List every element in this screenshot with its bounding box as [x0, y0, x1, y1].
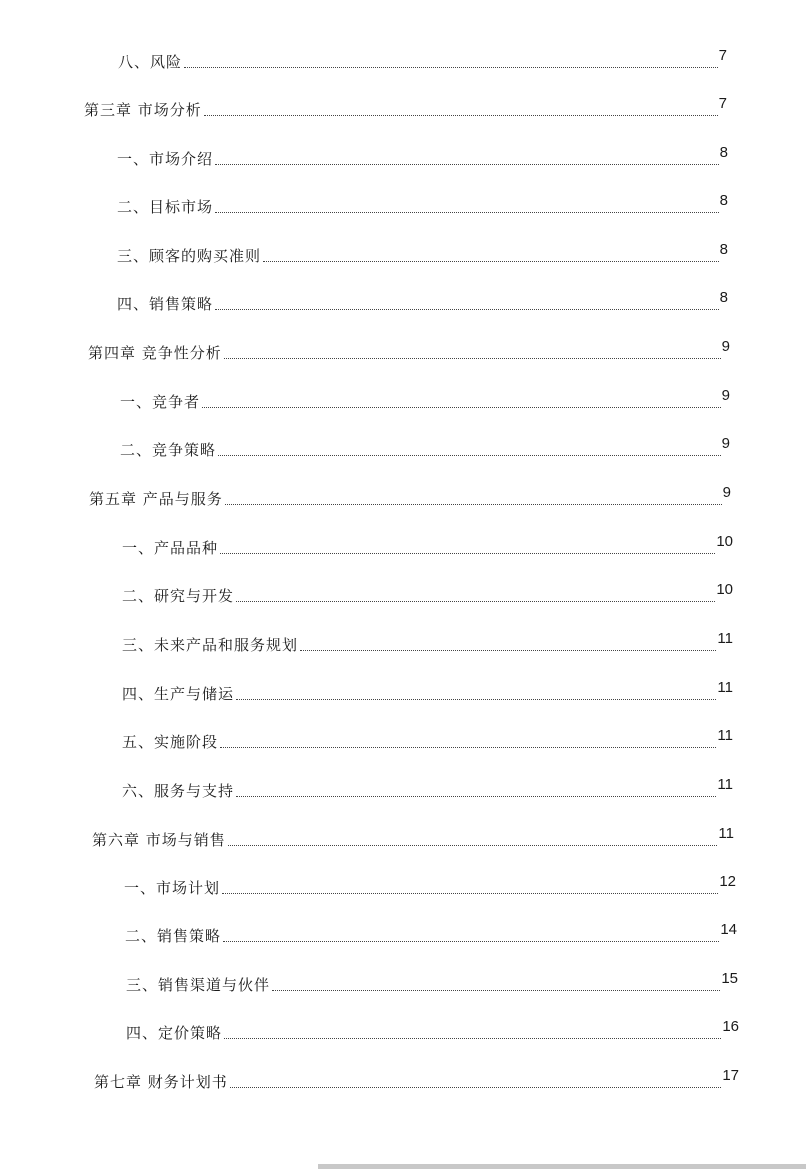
toc-entry-page: 9: [722, 484, 731, 501]
toc-entry[interactable]: [120, 387, 730, 411]
toc-entry[interactable]: [124, 873, 736, 897]
page-bottom-edge: [318, 1164, 806, 1169]
toc-entry-page: 8: [719, 289, 728, 306]
toc-dot-leader: [300, 650, 716, 651]
toc-dot-leader: [220, 747, 716, 748]
toc-entry-title: 第三章 市场分析: [84, 101, 202, 119]
toc-entry[interactable]: [117, 144, 728, 168]
toc-dot-leader: [215, 212, 719, 213]
toc-entry[interactable]: [122, 679, 733, 703]
toc-entry-title: 三、顾客的购买准则: [117, 247, 262, 265]
toc-entry[interactable]: [122, 630, 733, 654]
toc-entry[interactable]: [126, 1018, 739, 1042]
toc-entry[interactable]: [122, 581, 733, 605]
toc-dot-leader: [236, 796, 716, 797]
toc-entry-title: 第五章 产品与服务: [89, 490, 223, 508]
toc-dot-leader: [272, 990, 720, 991]
toc-dot-leader: [204, 115, 718, 116]
toc-entry-title: 二、销售策略: [125, 927, 222, 945]
toc-entry-title: 三、销售渠道与伙伴: [126, 976, 271, 994]
toc-dot-leader: [263, 261, 719, 262]
toc-entry-page: 7: [718, 95, 727, 112]
toc-entry[interactable]: [122, 776, 733, 800]
toc-entry-title: 一、市场计划: [124, 879, 221, 897]
toc-dot-leader: [228, 845, 718, 846]
toc-entry-title: 五、实施阶段: [122, 733, 219, 751]
toc-entry-page: 14: [720, 921, 737, 938]
toc-entry-title: 四、定价策略: [126, 1024, 223, 1042]
toc-entry-page: 9: [721, 387, 730, 404]
toc-entry-page: 10: [716, 533, 733, 550]
toc-entry-page: 12: [719, 873, 736, 890]
toc-entry-title: 三、未来产品和服务规划: [122, 636, 299, 654]
toc-entry-title: 二、目标市场: [117, 198, 214, 216]
toc-entry-title: 八、风险: [118, 53, 183, 71]
toc-dot-leader: [224, 358, 721, 359]
toc-entry-page: 7: [718, 47, 727, 64]
toc-entry-page: 11: [718, 825, 734, 842]
toc-entry-page: 8: [719, 144, 728, 161]
toc-entry-page: 11: [717, 727, 733, 744]
toc-entry-title: 第四章 竞争性分析: [88, 344, 222, 362]
toc-entry[interactable]: [122, 727, 733, 751]
toc-dot-leader: [224, 1038, 721, 1039]
toc-entry-page: 15: [721, 970, 738, 987]
toc-entry[interactable]: [118, 47, 727, 71]
toc-dot-leader: [220, 553, 715, 554]
toc-entry-title: 一、竞争者: [120, 393, 201, 411]
toc-dot-leader: [236, 601, 715, 602]
toc-dot-leader: [215, 309, 719, 310]
toc-entry-title: 六、服务与支持: [122, 782, 235, 800]
toc-entry-title: 一、产品品种: [122, 539, 219, 557]
toc-entry-title: 二、研究与开发: [122, 587, 235, 605]
toc-entry-title: 四、生产与储运: [122, 685, 235, 703]
toc-entry[interactable]: [89, 484, 731, 508]
toc-entry[interactable]: [84, 95, 727, 119]
toc-entry[interactable]: [92, 825, 734, 849]
toc-entry-title: 二、竞争策略: [120, 441, 217, 459]
toc-entry-page: 9: [721, 338, 730, 355]
toc-entry-page: 8: [719, 192, 728, 209]
toc-entry[interactable]: [126, 970, 738, 994]
toc-entry-title: 一、市场介绍: [117, 150, 214, 168]
toc-dot-leader: [184, 67, 718, 68]
toc-dot-leader: [223, 941, 719, 942]
toc-entry[interactable]: [117, 289, 728, 313]
toc-dot-leader: [222, 893, 718, 894]
toc-entry[interactable]: [94, 1067, 739, 1091]
toc-entry[interactable]: [125, 921, 737, 945]
toc-entry-title: 第七章 财务计划书: [94, 1073, 228, 1091]
toc-entry-page: 17: [722, 1067, 739, 1084]
toc-entry-page: 10: [716, 581, 733, 598]
toc-entry-page: 16: [722, 1018, 739, 1035]
toc-entry[interactable]: [122, 533, 733, 557]
toc-dot-leader: [230, 1087, 722, 1088]
toc-entry-title: 第六章 市场与销售: [92, 831, 226, 849]
toc-entry[interactable]: [88, 338, 730, 362]
toc-dot-leader: [218, 455, 721, 456]
toc-entry[interactable]: [120, 435, 730, 459]
toc-entry[interactable]: [117, 241, 728, 265]
toc-entry-title: 四、销售策略: [117, 295, 214, 313]
toc-dot-leader: [236, 699, 716, 700]
toc-entry[interactable]: [117, 192, 728, 216]
toc-entry-page: 9: [721, 435, 730, 452]
toc-entry-page: 8: [719, 241, 728, 258]
toc-entry-page: 11: [717, 630, 733, 647]
toc-entry-page: 11: [717, 776, 733, 793]
toc-entry-page: 11: [717, 679, 733, 696]
toc-dot-leader: [215, 164, 719, 165]
toc-dot-leader: [225, 504, 722, 505]
toc-dot-leader: [202, 407, 721, 408]
